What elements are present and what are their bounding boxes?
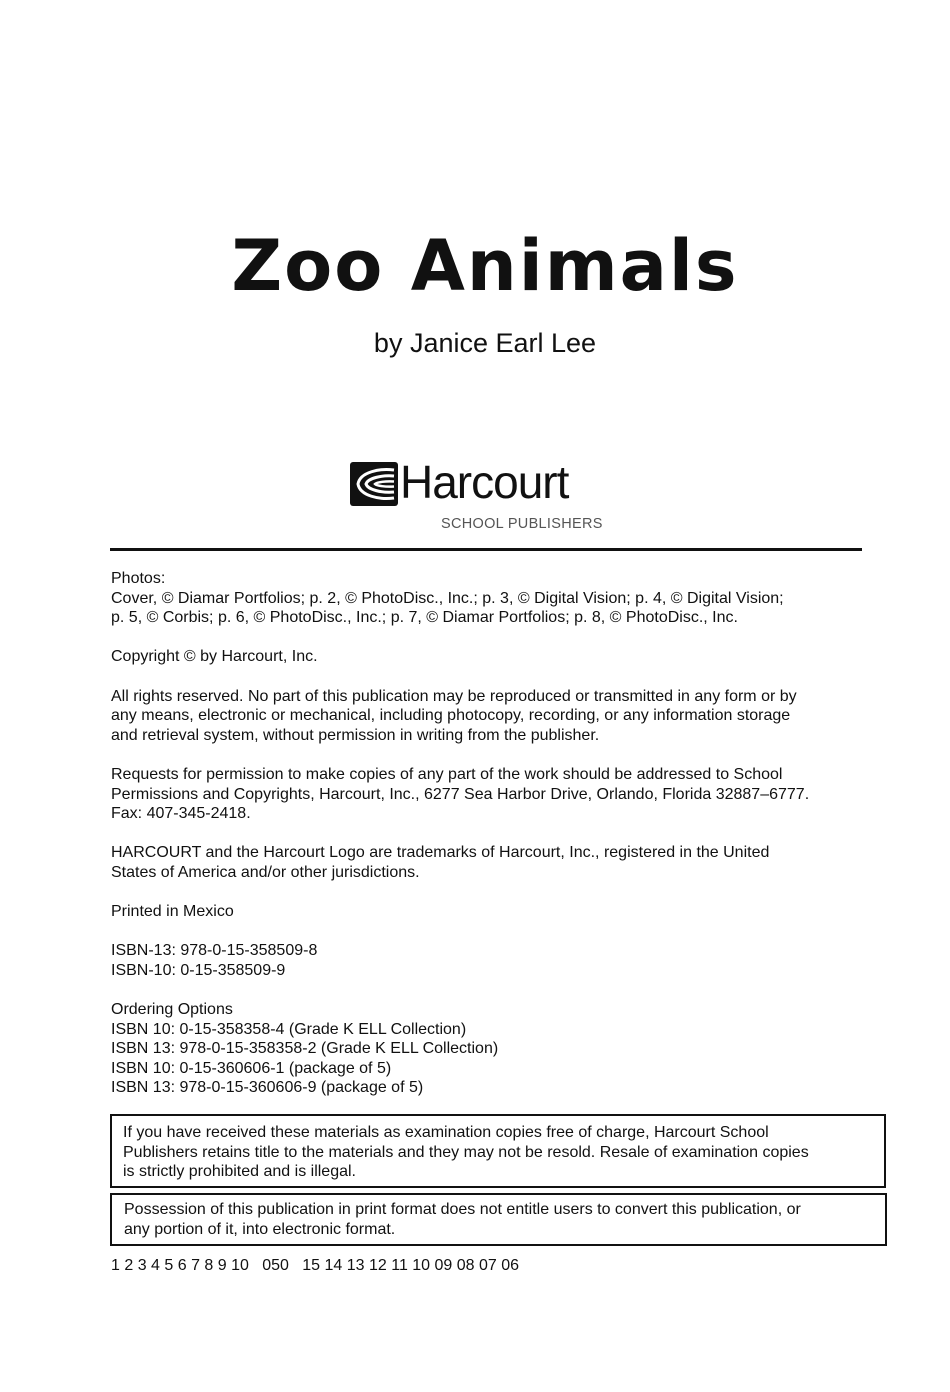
publisher-logo xyxy=(350,456,620,536)
isbn-line: ISBN-10: 0-15-358509-9 xyxy=(111,961,286,979)
isbn-block xyxy=(111,941,891,980)
rights-line: and retrieval system, without permission in writing from the publisher. xyxy=(111,726,600,744)
ordering-options xyxy=(111,1000,891,1098)
print-line: 1 2 3 4 5 6 7 8 9 10 050 15 14 13 12 11 10 09 08 07 06 xyxy=(111,1257,520,1274)
credits-block xyxy=(111,569,891,1118)
harcourt-swoosh-icon xyxy=(350,462,398,506)
permission-line: Requests for permission to make copies of any part of the work should be addressed to School xyxy=(111,765,783,783)
electronic-format-notice-box xyxy=(110,1193,887,1246)
trademark-line: HARCOURT and the Harcourt Logo are trademarks of Harcourt, Inc., registered in the United xyxy=(111,844,770,862)
examination-notice-line: Publishers retains title to the materials and they may not be resold. Resale of examination copies xyxy=(123,1143,809,1161)
printed-text: Printed in Mexico xyxy=(111,903,234,921)
book-author: by Janice Earl Lee xyxy=(373,328,597,358)
publisher-name: Harcourt xyxy=(400,456,569,508)
permission-line: Permissions and Copyrights, Harcourt, Inc., 6277 Sea Harbor Drive, Orlando, Florida 32887–6777. xyxy=(111,785,810,803)
permission-paragraph xyxy=(111,765,891,824)
printed-line xyxy=(111,902,891,922)
electronic-notice-line: Possession of this publication in print format does not entitle users to convert this publication, or xyxy=(124,1201,801,1218)
permission-line: Fax: 407-345-2418. xyxy=(111,805,251,823)
book-title: Zoo Animals xyxy=(231,225,739,307)
trademark-line: States of America and/or other jurisdictions. xyxy=(111,863,420,881)
divider-rule xyxy=(110,548,862,551)
photo-credits-heading: Photos: xyxy=(111,570,166,587)
rights-line: any means, electronic or mechanical, including photocopy, recording, or any information storage xyxy=(111,707,791,725)
ordering-line: ISBN 10: 0-15-360606-1 (package of 5) xyxy=(111,1059,392,1077)
trademark-paragraph xyxy=(111,843,891,882)
examination-notice-line: If you have received these materials as examination copies free of charge, Harcourt School xyxy=(123,1124,769,1141)
photo-credits-line: p. 5, © Corbis; p. 6, © PhotoDisc., Inc.; p. 7, © Diamar Portfolios; p. 8, © PhotoDisc., Inc. xyxy=(111,609,738,627)
ordering-line: ISBN 10: 0-15-358358-4 (Grade K ELL Collection) xyxy=(111,1020,467,1038)
examination-notice-box xyxy=(110,1114,886,1188)
rights-line: All rights reserved. No part of this publication may be reproduced or transmitted in any form or by xyxy=(111,687,797,705)
photo-credits-line: Cover, © Diamar Portfolios; p. 2, © PhotoDisc., Inc.; p. 3, © Digital Vision; p. 4, © Digital Vision; xyxy=(111,589,784,607)
photo-credits xyxy=(111,569,891,628)
examination-notice-line: is strictly prohibited and is illegal. xyxy=(123,1163,356,1181)
publisher-subtitle: SCHOOL PUBLISHERS xyxy=(441,516,603,532)
ordering-heading: Ordering Options xyxy=(111,1001,233,1019)
copyright-line xyxy=(111,647,891,667)
isbn-line: ISBN-13: 978-0-15-358509-8 xyxy=(111,942,318,960)
ordering-line: ISBN 13: 978-0-15-360606-9 (package of 5) xyxy=(111,1079,424,1097)
rights-paragraph xyxy=(111,687,891,746)
copyright-text: Copyright © by Harcourt, Inc. xyxy=(111,648,318,666)
ordering-line: ISBN 13: 978-0-15-358358-2 (Grade K ELL Collection) xyxy=(111,1040,499,1058)
electronic-notice-line: any portion of it, into electronic format. xyxy=(124,1220,396,1238)
